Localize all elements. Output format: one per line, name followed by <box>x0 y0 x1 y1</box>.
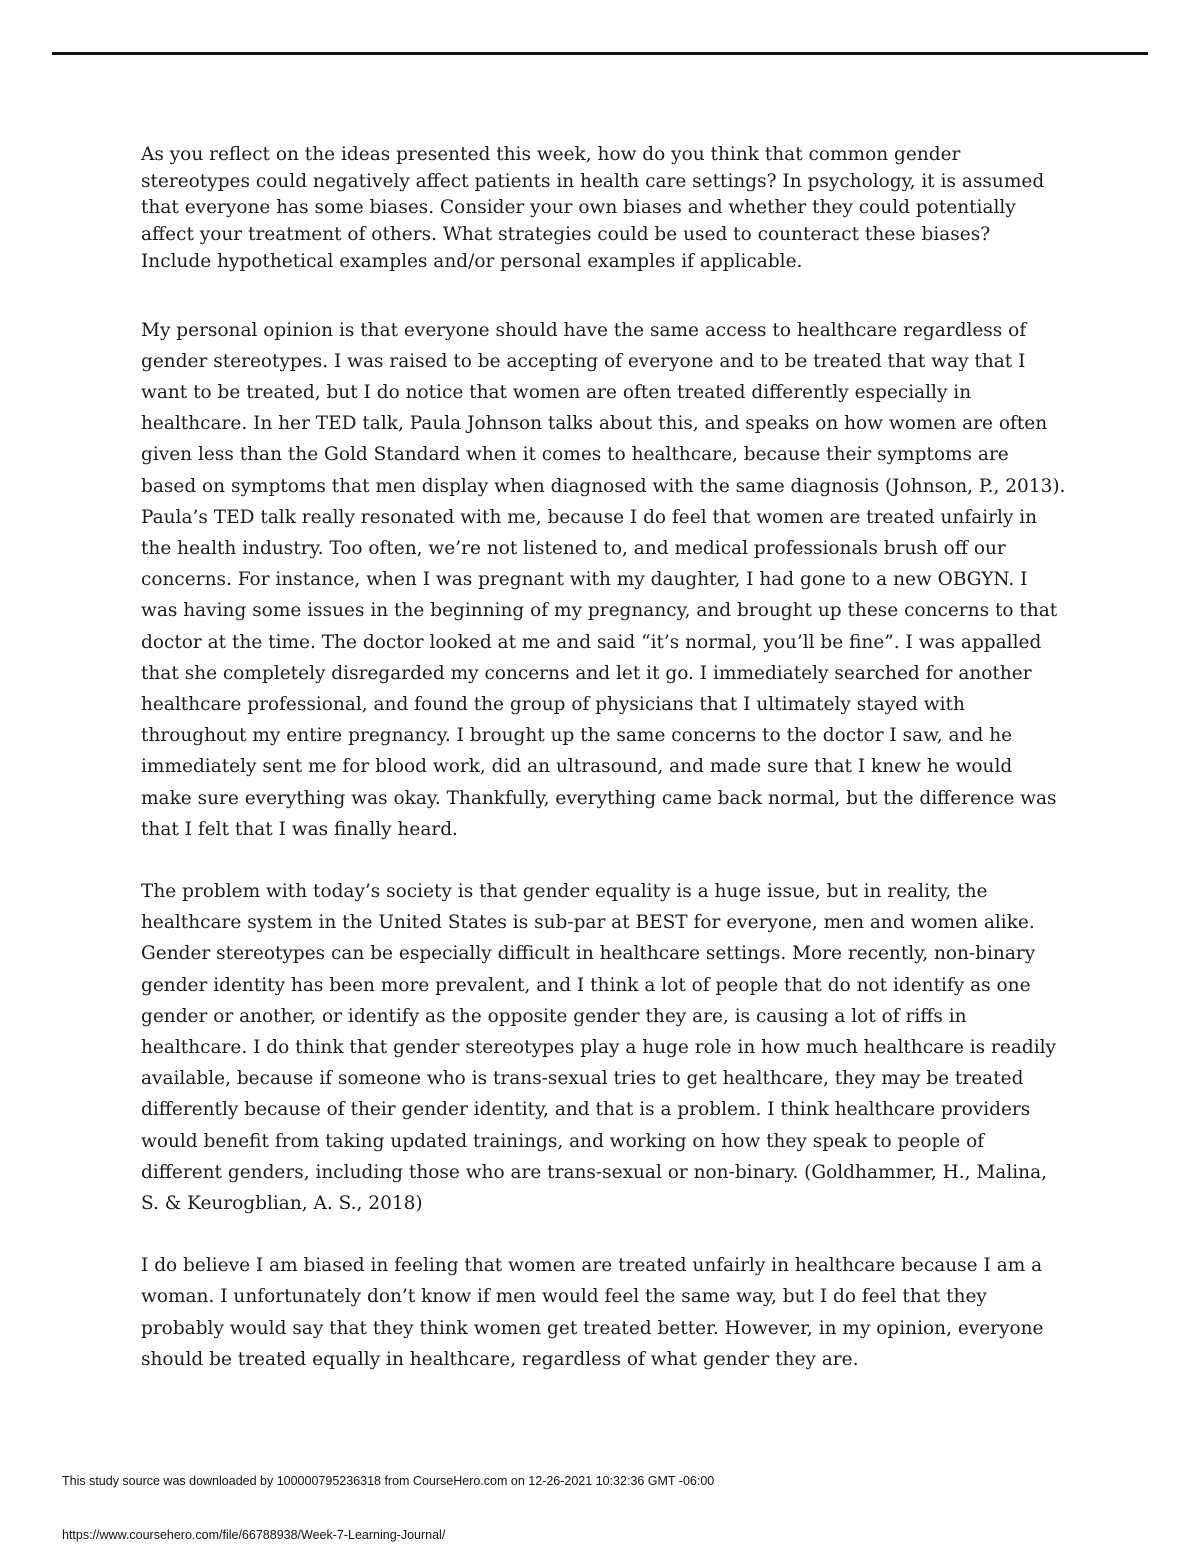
body-paragraph-1: My personal opinion is that everyone should have the same access to healthcare regardless of gender stereotypes. I was raised to be accepting of everyone and to be treated that way that I want to be treated, but I do notice that women are often treated differently especially in healthcare. In her TED talk, Paula Johnson talks about this, and speaks on how women are often given less than the Gold Standard when it comes to healthcare, because their symptoms are based on symptoms that men display when diagnosed with the same diagnosis (Johnson, P., 2013). Paula’s TED talk really resonated with me, because I do feel that women are treated unfairly in the health industry. Too often, we’re not listened to, and medical professionals brush off our concerns. For instance, when I was pregnant with my daughter, I had gone to a new OBGYN. I was having some issues in the beginning of my pregnancy, and brought up these concerns to that doctor at the time. The doctor looked at me and said “it’s normal, you’ll be fine”. I was appalled that she completely disregarded my concerns and let it go. I immediately searched for another healthcare professional, and found the group of physicians that I ultimately stayed with throughout my entire pregnancy. I brought up the same concerns to the doctor I saw, and he immediately sent me for blood work, did an ultrasound, and made sure that I knew he would make sure everything was okay. Thankfully, everything came back normal, but the difference was that I felt that I was finally heard. <box>141 319 1066 840</box>
body-paragraph-2: The problem with today’s society is that gender equality is a huge issue, but in reality, the healthcare system in the United States is sub-par at BEST for everyone, men and women alike. Gender stereotypes can be especially difficult in healthcare settings. More recently, non-binary gender identity has been more prevalent, and I think a lot of people that do not identify as one gender or another, or identify as the opposite gender they are, is causing a lot of riffs in healthcare. I do think that gender stereotypes play a huge role in how much healthcare is readily available, because if someone who is trans-sexual tries to get healthcare, they may be treated differently because of their gender identity, and that is a problem. I think healthcare providers would benefit from taking updated trainings, and working on how they speak to people of different genders, including those who are trans-sexual or non-binary. (Goldhammer, H., Malina, S. & Keurogblian, A. S., 2018) <box>141 880 1057 1214</box>
download-source-notice: This study source was downloaded by 100000795236318 from CourseHero.com on 12-26-2021 10:32:36 GMT -06:00 <box>62 1474 715 1488</box>
document-body <box>141 142 1066 1406</box>
source-url-link[interactable]: https://www.coursehero.com/file/66788938/Week-7-Learning-Journal/ <box>62 1528 446 1542</box>
journal-prompt: As you reflect on the ideas presented this week, how do you think that common gender stereotypes could negatively affect patients in health care settings? In psychology, it is assumed that everyone has some biases. Consider your own biases and whether they could potentially affect your treatment of others. What strategies could be used to counteract these biases? Include hypothetical examples and/or personal examples if applicable. <box>141 144 1045 272</box>
body-paragraph-3: I do believe I am biased in feeling that women are treated unfairly in healthcare because I am a woman. I unfortunately don’t know if men would feel the same way, but I do feel that they probably would say that they think women get treated better. However, in my opinion, everyone should be treated equally in healthcare, regardless of what gender they are. <box>141 1255 1044 1370</box>
header-rule <box>52 52 1148 55</box>
